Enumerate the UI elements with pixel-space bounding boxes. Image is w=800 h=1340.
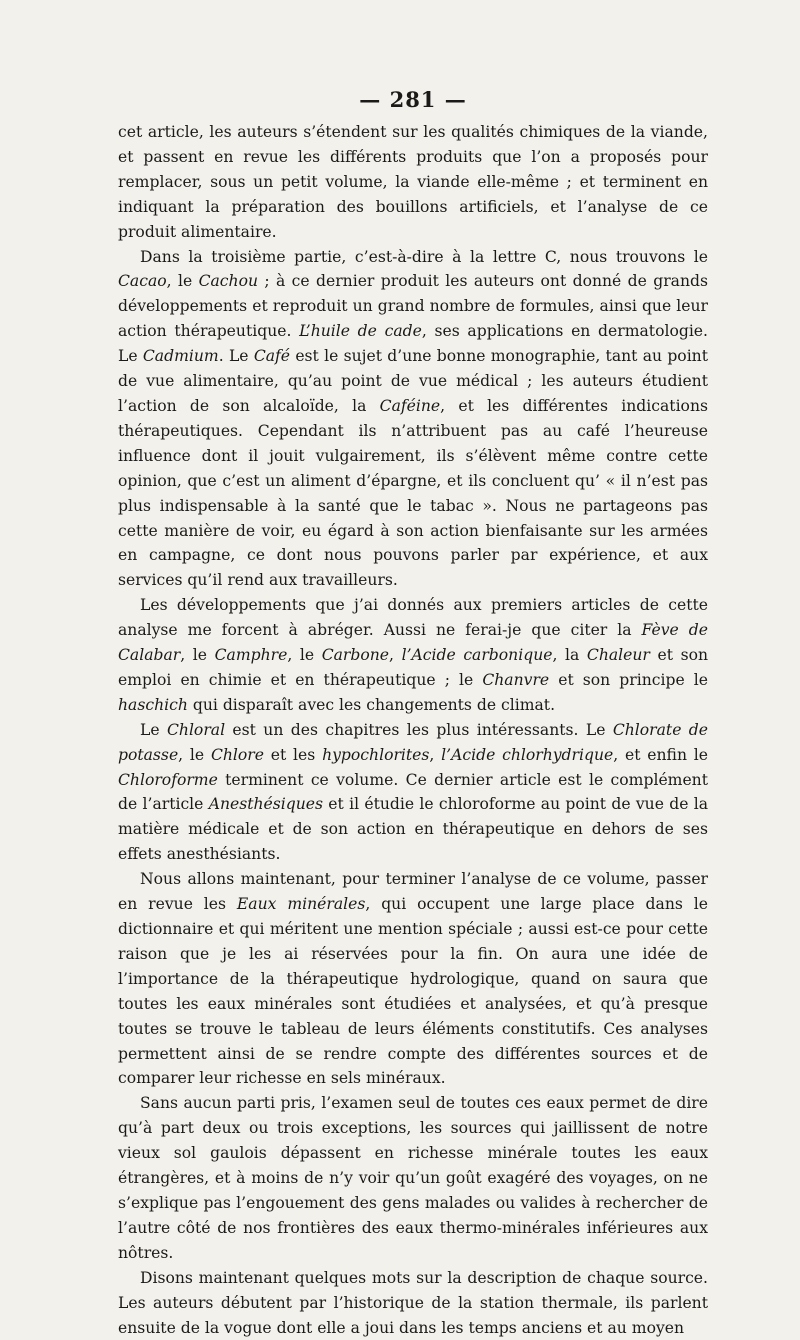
italic-term: l’Acide carbonique bbox=[401, 646, 553, 665]
text-run: Le bbox=[140, 720, 167, 739]
body-text bbox=[118, 120, 708, 1340]
text-run: Dans la troisième partie, c’est-à-dire à la lettre C, nous trouvons le bbox=[140, 247, 708, 266]
text-run: Nous allons maintenant, pour terminer l’analyse de ce volume, passer en revue les bbox=[118, 870, 708, 914]
text-run: cet article, les auteurs s’étendent sur les qualités chimiques de la viande, et passent en revue les différents produits que l’on a proposés pour remplacer, sous un petit volume, la viande elle-même ; et terminent en indiquant la préparation des bouillons artificiels, et l’analyse de ce produit alimentaire. bbox=[118, 123, 708, 241]
text-run: , le bbox=[166, 272, 199, 291]
italic-term: Caféine bbox=[379, 396, 441, 415]
text-run: . Le bbox=[218, 347, 254, 366]
text-run: et les bbox=[263, 745, 323, 764]
page-number: — 281 — bbox=[359, 87, 467, 112]
italic-term: Chloral bbox=[166, 720, 226, 739]
text-run: , ses applications en dermatologie. Le bbox=[118, 322, 708, 366]
text-run: , et enfin le bbox=[613, 745, 708, 764]
text-run: et son principe le bbox=[549, 670, 708, 689]
italic-term: Chanvre bbox=[482, 670, 550, 689]
text-run: , le bbox=[287, 646, 322, 665]
italic-term: Café bbox=[253, 347, 291, 366]
italic-term: Fève de Calabar bbox=[118, 621, 708, 665]
text-run: , qui occupent une large place dans le dictionnaire et qui méritent une mention spéciale ; aussi est-ce pour cette raison que je les ai réservées pour la fin. On aura une idée de l’importance de la thérapeutique hydrologique, quand on saura que toutes les eaux minérales sont étudiées et analysées, et qu’à presque toutes se trouve le tableau de leurs éléments constitutifs. Ces analyses permettent ainsi de se rendre compte des différentes sources et de comparer leur richesse en sels minéraux. bbox=[118, 895, 708, 1088]
italic-term: Carbone bbox=[321, 646, 390, 665]
paragraph bbox=[118, 867, 708, 1091]
italic-term: Anesthésiques bbox=[208, 795, 324, 814]
italic-term: Eaux minérales bbox=[236, 895, 366, 914]
text-run: , le bbox=[178, 745, 211, 764]
italic-term: Chloroforme bbox=[118, 770, 218, 789]
italic-term: Chlorate de potasse bbox=[118, 720, 709, 764]
text-run: est le sujet d’une bonne monographie, tant au point de vue alimentaire, qu’au point de vue médical ; les auteurs étudient l’action de son alcaloïde, la bbox=[118, 347, 708, 415]
italic-term: Cacao bbox=[118, 272, 167, 291]
text-run: , bbox=[429, 745, 442, 764]
text-run: qui disparaît avec les changements de climat. bbox=[187, 695, 556, 714]
italic-term: L’huile de cade bbox=[299, 322, 422, 341]
paragraph bbox=[118, 120, 708, 245]
italic-term: l’Acide chlorhydrique bbox=[441, 745, 614, 764]
paragraph bbox=[118, 1091, 708, 1265]
paragraph bbox=[118, 1266, 708, 1340]
text-run: ; à ce dernier produit les auteurs ont donné de grands développements et reproduit un grand nombre de formules, ainsi que leur action thérapeutique. bbox=[118, 272, 708, 341]
text-run: et son emploi en chimie et en thérapeutique ; le bbox=[118, 646, 709, 689]
text-run: Sans aucun parti pris, l’examen seul de toutes ces eaux permet de dire qu’à part deux ou trois exceptions, les sources qui jaillissent de notre vieux sol gaulois dépassent en richesse minérale toutes les eaux étrangères, et à moins de n’y voir qu’un goût exagéré des voyages, on ne s’explique pas l’engouement des gens malades ou valides à rechercher de l’autre côté de nos frontières des eaux thermo-minérales inférieures aux nôtres. bbox=[118, 1094, 708, 1262]
text-run: est un des chapitres les plus intéressants. Le bbox=[225, 720, 613, 739]
text-run: Les développements que j’ai donnés aux premiers articles de cette analyse me forcent à abréger. Aussi ne ferai-je que citer la bbox=[118, 596, 708, 640]
paragraph bbox=[118, 593, 708, 718]
text-run: terminent ce volume. Ce dernier article est le complément de l’article bbox=[118, 770, 708, 814]
italic-term: Chaleur bbox=[586, 646, 650, 665]
text-run: , et les différentes indications thérapeutiques. Cependant ils n’attribuent pas au café l’heureuse influence dont il jouit vulgairement, ils s’élèvent même contre cette opinion, que c’est un aliment d’épargne, et ils concluent qu’ « il n’est pas plus indispensable à la santé que le tabac ». Nous ne partageons pas cette manière de voir, eu égard à son action bienfaisante sur les armées en campagne, ce dont nous pouvons parler par expérience, et aux services qu’il rend aux travailleurs. bbox=[118, 396, 708, 590]
paragraph bbox=[118, 245, 708, 594]
italic-term: Cachou bbox=[198, 272, 259, 291]
italic-term: haschich bbox=[118, 695, 188, 714]
paragraph bbox=[118, 718, 708, 867]
italic-term: hypochlorites bbox=[322, 745, 430, 764]
italic-term: Camphre bbox=[214, 646, 288, 665]
text-run: , la bbox=[552, 646, 587, 665]
text-run: Disons maintenant quelques mots sur la description de chaque source. Les auteurs débutent par l’historique de la station thermale, ils parlent ensuite de la vogue dont elle a joui dans les temps anciens et au moyen bbox=[118, 1268, 708, 1337]
text-run: , bbox=[389, 646, 402, 665]
text-run: et il étudie le chloroforme au point de vue de la matière médicale et de son action en thérapeutique en dehors de ses effets anesthésiants. bbox=[118, 795, 708, 864]
italic-term: Chlore bbox=[210, 745, 264, 764]
italic-term: Cadmium bbox=[142, 347, 219, 366]
text-run: , le bbox=[180, 646, 215, 665]
